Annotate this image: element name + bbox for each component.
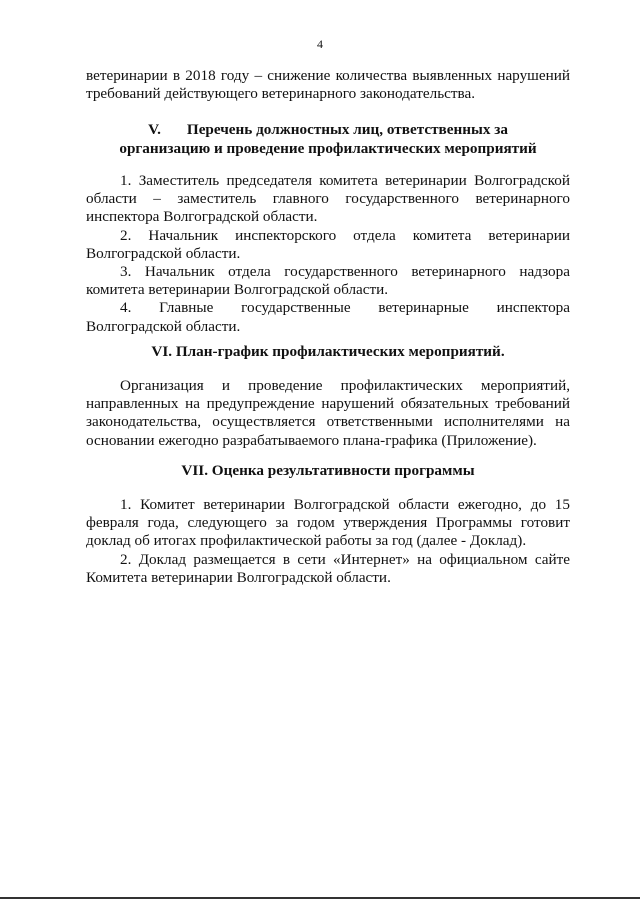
intro-paragraph-block (86, 67, 570, 103)
section-5-title-line1: V. Перечень должностных лиц, ответственных за (148, 121, 508, 138)
section-5-number: V. (148, 121, 161, 138)
section-7-heading: VII. Оценка результативности программы (181, 462, 475, 479)
intro-paragraph: ветеринарии в 2018 году – снижение количества выявленных нарушений требований действующего ветеринарного законодательства. (86, 67, 570, 103)
section-7-item-2: 2. Доклад размещается в сети «Интернет» на официальном сайте Комитета ветеринарии Волгоградской области. (86, 550, 570, 586)
bottom-border-line (0, 897, 640, 899)
section-7-item-1: 1. Комитет ветеринарии Волгоградской области ежегодно, до 15 февраля года, следующего за годом утверждения Программы готовит доклад об итогах профилактической работы за год (далее - Доклад). (86, 496, 570, 550)
section-6-paragraph: Организация и проведение профилактических мероприятий, направленных на предупреждение нарушений обязательных требований законодательства, осуществляется ответственными исполнителями на основании ежегодно разрабатываемого плана-графика (Приложение). (86, 377, 570, 449)
section-6-heading: VI. План-график профилактических мероприятий. (151, 343, 505, 360)
section-5-item-4: 4. Главные государственные ветеринарные инспектора Волгоградской области. (86, 299, 570, 335)
section-6-body (86, 377, 570, 450)
section-5-heading (86, 121, 570, 158)
section-5-item-1: 1. Заместитель председателя комитета ветеринарии Волгоградской области – заместитель главного государственного ветеринарного инспектора Волгоградской области. (86, 172, 570, 226)
section-5-item-3: 3. Начальник отдела государственного ветеринарного надзора комитета ветеринарии Волгоградской области. (86, 263, 570, 299)
section-5-item-2: 2. Начальник инспекторского отдела комитета ветеринарии Волгоградской области. (86, 226, 570, 262)
section-7-list (86, 496, 570, 587)
page-number: 4 (317, 37, 323, 51)
section-5-title-line2: организацию и проведение профилактических мероприятий (119, 139, 537, 157)
section-5-list (86, 172, 570, 336)
